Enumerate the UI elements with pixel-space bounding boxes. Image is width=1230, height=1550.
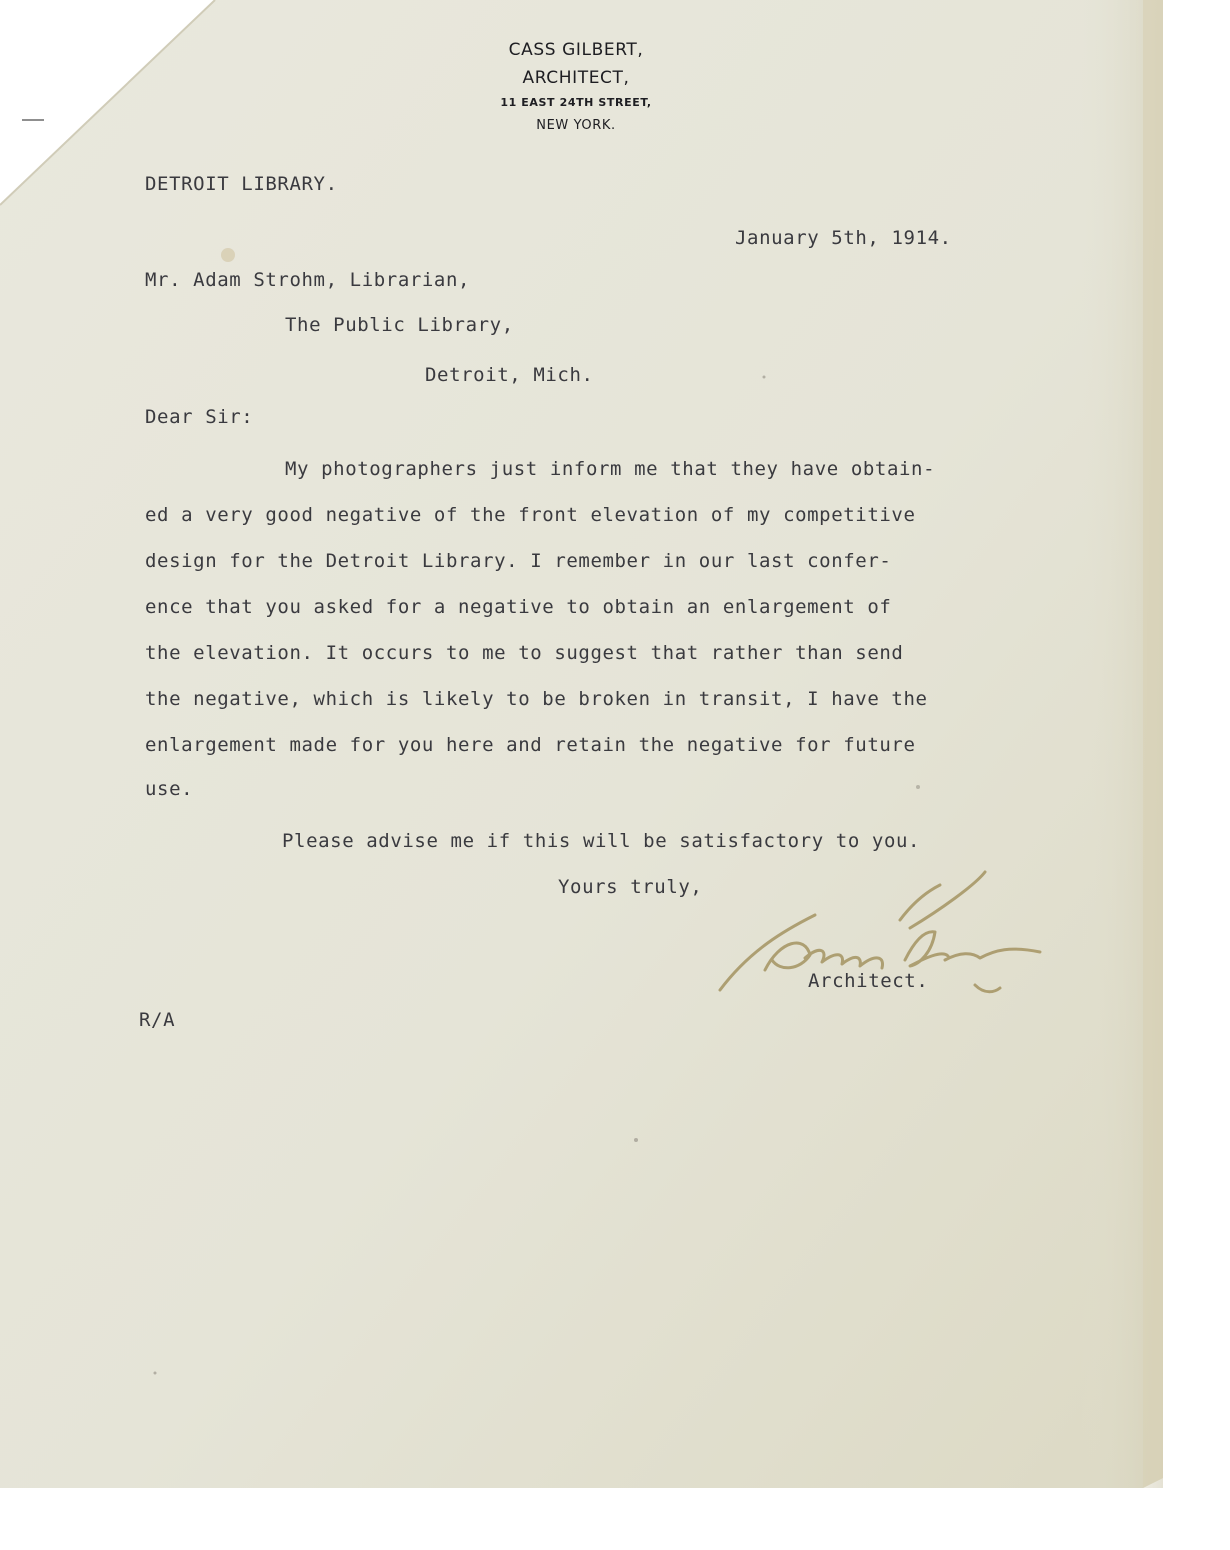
body-line: design for the Detroit Library. I remember in our last confer- [145,550,892,572]
recipient-location: Detroit, Mich. [425,364,594,386]
signature-title: Architect. [808,970,929,992]
file-label: DETROIT LIBRARY. [145,173,338,195]
body-line: use. [145,778,194,800]
typist-initials: R/A [139,1009,176,1031]
body-line: ence that you asked for a negative to obtain an enlargement of [145,596,892,618]
letter-date: January 5th, 1914. [735,227,952,249]
paper-spot [763,376,766,379]
recipient-name: Mr. Adam Strohm, Librarian, [145,269,471,291]
paper-spot [154,1372,157,1375]
paper-spot [634,1138,638,1142]
body-line: My photographers just inform me that they have obtain- [285,458,936,480]
recipient-organization: The Public Library, [285,314,514,336]
letterhead-name: CASS GILBERT, [508,40,644,60]
closing-request: Please advise me if this will be satisfactory to you. [282,830,921,852]
body-line: enlargement made for you here and retain the negative for future [145,734,916,756]
body-line: ed a very good negative of the front elevation of my competitive [145,504,916,526]
body-line: the elevation. It occurs to me to suggest that rather than send [145,642,904,664]
right-margin-strip [1143,0,1163,1488]
paper-spot [916,785,920,789]
body-line: the negative, which is likely to be broken in transit, I have the [145,688,928,710]
paper-spot [221,248,235,262]
salutation: Dear Sir: [145,406,254,428]
letterhead-title: ARCHITECT, [522,68,630,88]
letterhead-street: 11 EAST 24TH STREET, [500,96,652,109]
letterhead-city: NEW YORK. [536,118,616,133]
complimentary-close: Yours truly, [558,876,703,898]
